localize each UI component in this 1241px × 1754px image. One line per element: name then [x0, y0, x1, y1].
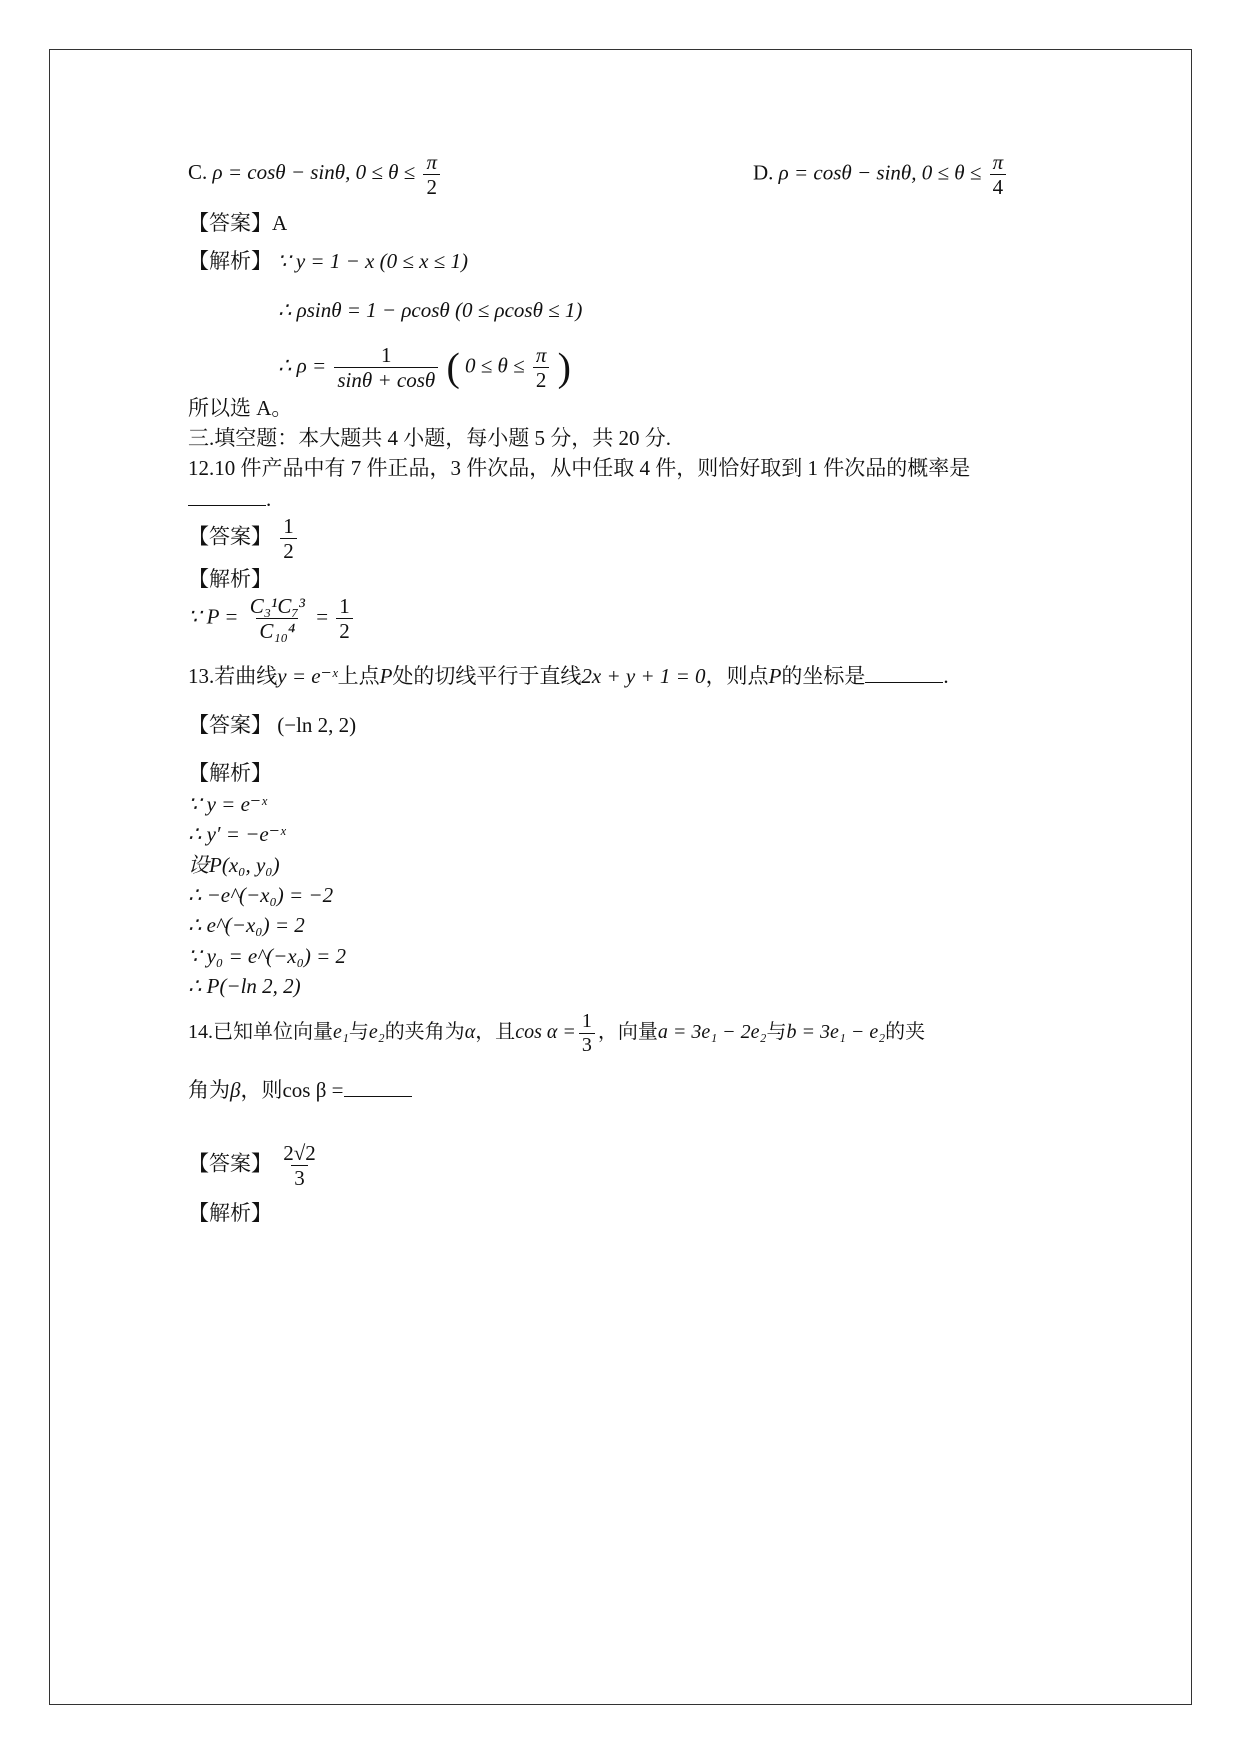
q11-options-row: [188, 150, 1058, 208]
analysis-label: 【解析】: [188, 566, 272, 591]
question-text: ，且: [475, 1020, 516, 1043]
analysis-formula: ∴ −e^(−x₀) = −2: [188, 882, 334, 907]
analysis-label: 【解析】: [188, 249, 272, 274]
fraction-den: C₁₀⁴: [256, 618, 298, 643]
question-text: ，向量: [597, 1020, 658, 1043]
answer-blank: [188, 487, 266, 506]
fraction-den: 3: [291, 1165, 308, 1190]
option-c-fraction: [423, 150, 440, 199]
q13-analysis-line: [188, 880, 1058, 910]
fraction-num: C₃¹C₇³: [249, 594, 305, 619]
section-heading: [188, 423, 1058, 453]
analysis-formula: ∴ e^(−x₀) = 2: [188, 913, 305, 938]
analysis-formula: ∴ ρsinθ = 1 − ρcosθ (0 ≤ ρcosθ ≤ 1): [278, 297, 583, 322]
q14-question-line2: [188, 1075, 1058, 1105]
analysis-formula: ∵ y = 1 − x (0 ≤ x ≤ 1): [277, 249, 468, 274]
answer-blank: [865, 664, 943, 683]
option-c-label: C.: [188, 160, 208, 185]
answer-value: (−ln 2, 2): [277, 712, 357, 737]
question-text: 与: [766, 1020, 787, 1043]
q12-analysis: [188, 564, 1058, 594]
q13-analysis-line: [188, 971, 1058, 1001]
formula-fraction: [247, 594, 308, 643]
question-text: ，则: [240, 1077, 283, 1102]
left-paren: (: [446, 344, 460, 390]
q14-analysis: [188, 1198, 1058, 1228]
point-symbol: P: [768, 664, 782, 689]
fraction-num: 2√2: [283, 1141, 316, 1166]
analysis-label: 【解析】: [188, 1201, 272, 1226]
q13-analysis: [188, 758, 1058, 788]
q13-question: [188, 661, 1058, 691]
q12-question: [188, 453, 1058, 483]
q13-analysis-line: [188, 910, 1058, 940]
q13-analysis-line: [188, 850, 1058, 880]
answer-label: 【答案】: [188, 524, 272, 549]
fraction-num: 1: [581, 1009, 592, 1032]
fraction-den: 2: [336, 618, 353, 643]
q14-answer: [188, 1141, 1058, 1190]
analysis-formula: ∴ P(−ln 2, 2): [188, 974, 301, 999]
cos-alpha-expr: cos α =: [515, 1020, 576, 1043]
vector-b-expr: b = 3e₁ − e₂: [786, 1020, 886, 1043]
equals-sign: =: [316, 604, 329, 629]
vector-a-expr: a = 3e₁ − 2e₂: [657, 1020, 767, 1043]
question-text: 与: [348, 1020, 369, 1043]
vector-e2: e₂: [368, 1020, 385, 1043]
q11-answer: [188, 208, 1058, 238]
option-d-den: 4: [990, 174, 1007, 199]
section-heading-text: 三.填空题：本大题共 4 小题，每小题 5 分，共 20 分.: [188, 426, 671, 451]
question-text: 的夹角为: [384, 1020, 465, 1043]
fraction-num: 1: [381, 343, 392, 368]
option-c-den: 2: [423, 174, 440, 199]
fraction-den: 2: [280, 538, 297, 563]
answer-value: A: [272, 211, 288, 235]
question-text: 的夹: [885, 1020, 926, 1043]
q13-analysis-line: [188, 789, 1058, 819]
answer-fraction: [280, 514, 297, 563]
analysis-formula: ∵ y = e⁻ˣ: [188, 791, 267, 816]
point-symbol: P: [379, 664, 393, 689]
answer-label: 【答案】: [188, 211, 272, 235]
right-paren: ): [557, 344, 571, 390]
question-text: ，则点: [705, 664, 769, 689]
question-text: 12.10 件产品中有 7 件正品，3 件次品，从中任取 4 件，则恰好取到 1 件次品的概率是: [188, 456, 971, 481]
question-text: 角为: [188, 1077, 230, 1102]
analysis-formula-lhs: ∴ ρ =: [278, 353, 327, 378]
analysis-formula: ∴ y′ = −e⁻ˣ: [188, 822, 286, 847]
fraction-den: 3: [579, 1033, 595, 1057]
answer-label: 【答案】: [188, 1151, 272, 1176]
fraction-num: π: [535, 343, 547, 368]
q12-answer: [188, 514, 1058, 563]
option-c-expr: ρ = cosθ − sinθ, 0 ≤ θ ≤: [212, 160, 416, 185]
q12-blank-row: [188, 484, 1058, 514]
q11-option-d: [753, 150, 1009, 199]
fraction-den: sinθ + cosθ: [334, 367, 438, 392]
question-text: 13.若曲线: [188, 664, 278, 689]
line-expr: 2x + y + 1 = 0: [581, 664, 706, 689]
answer-label: 【答案】: [188, 712, 272, 737]
formula-lhs: ∵ P =: [188, 604, 239, 629]
blank-suffix: .: [266, 486, 272, 511]
conclusion-text: 所以选 A。: [188, 395, 293, 420]
analysis-label: 【解析】: [188, 761, 272, 786]
fraction-num: 1: [339, 594, 350, 619]
fraction-den: 2: [533, 367, 550, 392]
question-text: 处的切线平行于直线: [392, 664, 582, 689]
cos-alpha-fraction: [579, 1010, 595, 1057]
option-d-label: D.: [753, 160, 774, 185]
q13-analysis-line: [188, 819, 1058, 849]
option-d-fraction: [990, 150, 1007, 199]
question-text: 上点: [337, 664, 380, 689]
q11-analysis-step1: [188, 246, 1058, 276]
question-text: 的坐标是: [781, 664, 866, 689]
cos-beta-expr: cos β =: [282, 1077, 344, 1102]
q12-analysis-formula: [188, 594, 1058, 643]
option-c-num: π: [426, 150, 437, 174]
option-d-expr: ρ = cosθ − sinθ, 0 ≤ θ ≤: [778, 160, 982, 185]
q11-conclusion: [188, 393, 1058, 423]
q11-analysis-step3: [188, 343, 1058, 392]
q11-option-c: [188, 150, 443, 200]
option-d-num: π: [992, 150, 1004, 174]
beta-symbol: β: [230, 1077, 241, 1102]
analysis-formula: ∵ y₀ = e^(−x₀) = 2: [188, 943, 347, 968]
analysis-formula: 设P(x₀, y₀): [188, 852, 280, 877]
result-fraction: [336, 594, 353, 643]
q13-analysis-line: [188, 941, 1058, 971]
q13-answer: [188, 710, 1058, 740]
answer-blank: [344, 1078, 412, 1097]
range-lhs: 0 ≤ θ ≤: [465, 353, 525, 378]
question-text: 14.已知单位向量: [188, 1020, 333, 1043]
answer-fraction: [280, 1141, 319, 1190]
q14-question-line1: [188, 1010, 1058, 1057]
alpha-symbol: α: [464, 1020, 476, 1043]
vector-e1: e₁: [333, 1020, 349, 1043]
document-body: [188, 150, 1058, 1229]
blank-suffix: .: [943, 664, 949, 689]
analysis-fraction: [334, 343, 438, 392]
fraction-num: 1: [283, 514, 294, 539]
curve-expr: y = e⁻ˣ: [277, 664, 338, 689]
q11-analysis-step2: [188, 295, 1058, 325]
range-fraction: [533, 343, 550, 392]
